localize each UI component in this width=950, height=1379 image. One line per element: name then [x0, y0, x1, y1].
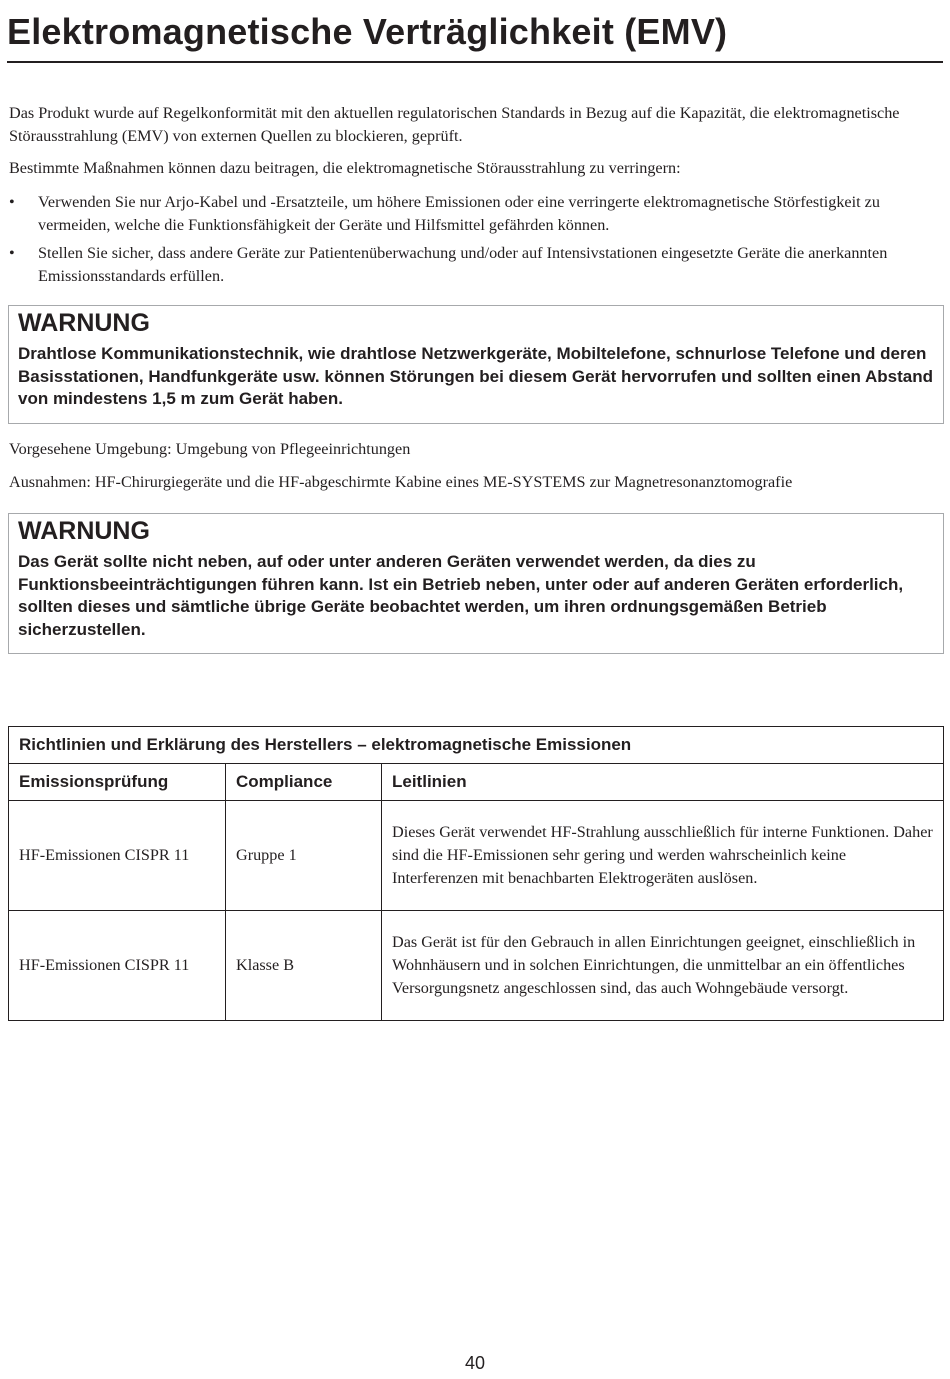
cell-test: HF-Emissionen CISPR 11 — [9, 801, 226, 911]
table-caption-row — [9, 727, 944, 764]
intro-paragraph: Das Produkt wurde auf Regelkonformität mit den aktuellen regulatorischen Standards in Bezug auf die Kapazität, die elektromagnetische Störausstrahlung (EMV) von externen Quellen zu blockieren, geprüft. — [9, 104, 900, 145]
title-divider — [7, 61, 943, 63]
cell-test: HF-Emissionen CISPR 11 — [9, 911, 226, 1021]
warning-text: Drahtlose Kommunikationstechnik, wie drahtlose Netzwerkgeräte, Mobiltelefone, schnurlose Telefone und deren Basisstationen, Handfunkgeräte usw. können Störungen bei diesem Gerät hervorrufen und sollten einen Abstand von mindestens 1,5 m zum Gerät haben. — [18, 344, 934, 408]
page-number: 40 — [464, 1353, 486, 1373]
warning-title: WARNUNG — [18, 517, 150, 545]
list-item-text: Stellen Sie sicher, dass andere Geräte zur Patientenüberwachung und/oder auf Intensivstationen eingesetzte Geräte die anerkannten Emissionsstandards erfüllen. — [38, 244, 888, 285]
column-header-guidance: Leitlinien — [382, 764, 944, 801]
page-title: Elektromagnetische Verträglichkeit (EMV) — [7, 11, 728, 52]
bullet-icon: • — [9, 193, 15, 211]
list-item-text: Verwenden Sie nur Arjo-Kabel und -Ersatzteile, um höhere Emissionen oder eine verringerte elektromagnetische Störfestigkeit zu vermeiden, welche die Funktionsfähigkeit der Geräte und Hilfsmittel gefährden können. — [38, 193, 880, 234]
list-item — [9, 242, 929, 288]
table-row — [9, 801, 944, 911]
column-header-test: Emissionsprüfung — [9, 764, 226, 801]
warning-box-stacking — [8, 513, 944, 654]
warning-text: Das Gerät sollte nicht neben, auf oder unter anderen Geräten verwendet werden, da dies zu Funktionsbeeinträchtigungen führen kann. Ist ein Betrieb neben, unter oder auf anderen Geräten erforderlich, sollten dieses und sämtliche übrige Geräte beobachtet werden, um ihren ordnungsgemäßen Betrieb sicherzustellen. — [18, 552, 904, 639]
measures-list — [9, 191, 929, 293]
cell-compliance: Klasse B — [226, 911, 382, 1021]
bullet-icon: • — [9, 244, 15, 262]
emissions-table — [8, 726, 944, 1021]
cell-guidance: Das Gerät ist für den Gebrauch in allen Einrichtungen geeignet, einschließlich in Wohnhäusern und in solchen Einrichtungen, die unmittelbar an ein öffentliches Versorgungsnetz angeschlossen sind, das auch Wohngebäude versorgt. — [382, 911, 944, 1021]
table-header-row — [9, 764, 944, 801]
list-item — [9, 191, 929, 237]
exceptions-text: Ausnahmen: HF-Chirurgiegeräte und die HF-abgeschirmte Kabine eines ME-SYSTEMS zur Magnetresonanztomografie — [9, 473, 793, 491]
warning-title: WARNUNG — [18, 309, 150, 337]
measures-paragraph: Bestimmte Maßnahmen können dazu beitragen, die elektromagnetische Störausstrahlung zu verringern: — [9, 159, 681, 177]
intended-environment: Vorgesehene Umgebung: Umgebung von Pflegeeinrichtungen — [9, 440, 411, 458]
cell-compliance: Gruppe 1 — [226, 801, 382, 911]
table-row — [9, 911, 944, 1021]
table-caption: Richtlinien und Erklärung des Herstellers – elektromagnetische Emissionen — [9, 727, 944, 764]
warning-box-wireless — [8, 305, 944, 424]
cell-guidance: Dieses Gerät verwendet HF-Strahlung ausschließlich für interne Funktionen. Daher sind die HF-Emissionen sehr gering und werden wahrscheinlich keine Interferenzen mit benachbarten Elektrogeräten auslösen. — [382, 801, 944, 911]
column-header-compliance: Compliance — [226, 764, 382, 801]
